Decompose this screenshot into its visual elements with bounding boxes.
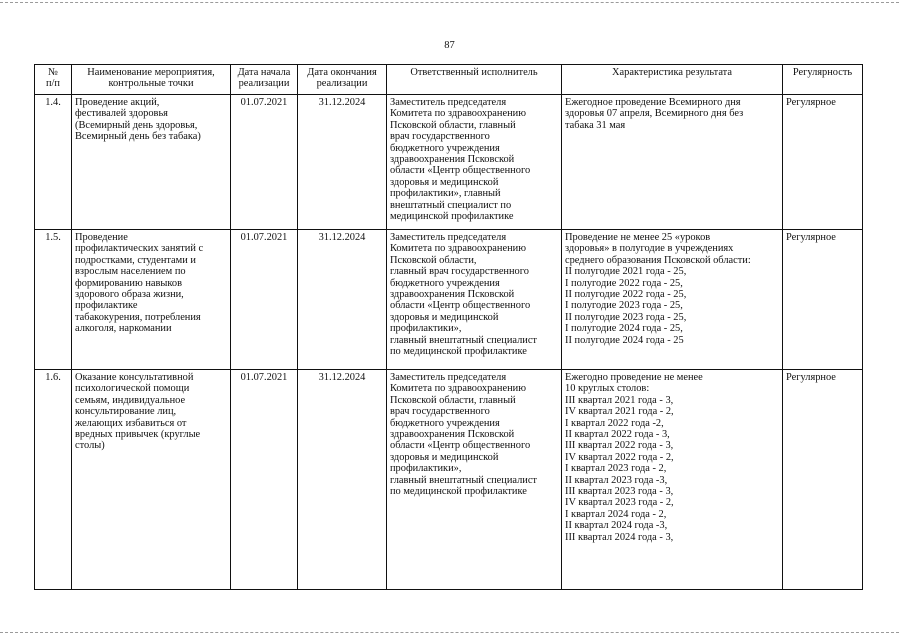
scan-bottom-edge [0,632,899,633]
result-line: I квартал 2022 года -2, [565,417,664,429]
result-line: I квартал 2023 года - 2, [565,463,667,475]
result-line: II полугодие 2021 года - 25, [565,266,687,278]
result-line: I полугодие 2022 года - 25, [565,277,683,289]
result-line: III квартал 2022 года - 3, [565,440,674,452]
header-number: № п/п [35,65,72,95]
result-line: II полугодие 2024 года - 25 [565,334,684,346]
row-executor: Заместитель председателя Комитета по здравоохранению Псковской области, главный врач государственного бюджетного учреждения здравоохранения Псковской области «Центр общественного здоровья и медицинской профилактики», главный внештатный специалист по медицинской профилактике [387,230,562,370]
table-header-row [35,65,863,95]
table-row [35,95,863,230]
result-line: среднего образования Псковской области: [565,254,751,266]
result-line: I полугодие 2023 года - 25, [565,300,683,312]
result-line: I квартал 2024 года - 2, [565,508,667,520]
result-line: IV квартал 2022 года - 2, [565,451,674,463]
result-line: II полугодие 2022 года - 25, [565,289,687,301]
result-line: здоровья 07 апреля, Всемирного дня без [565,108,744,120]
table-row [35,370,863,590]
header-result: Характеристика результата [562,65,783,95]
table-row [35,230,863,370]
row-result [562,95,783,230]
header-regularity: Регулярность [783,65,863,95]
row-activity-name: Оказание консультативной психологической помощи семьям, индивидуальное консультирование лиц, желающих избавиться от вредных привычек (круглые столы) [72,370,231,590]
result-line: 10 круглых столов: [565,383,650,395]
row-activity-name: Проведение акций, фестивалей здоровья (Всемирный день здоровья, Всемирный день без табака) [72,95,231,230]
row-activity-name: Проведение профилактических занятий с подростками, студентами и взрослым населением по формированию навыков здорового образа жизни, профилактике табакокурения, потребления алкоголя, наркомании [72,230,231,370]
header-start-date: Дата начала реализации [231,65,298,95]
result-line: III квартал 2024 года - 3, [565,531,674,543]
row-regularity: Регулярное [783,230,863,370]
result-line: II квартал 2022 года - 3, [565,429,670,441]
measures-table [34,64,863,590]
row-end-date: 31.12.2024 [298,230,387,370]
row-regularity: Регулярное [783,370,863,590]
result-line: II квартал 2023 года -3, [565,474,668,486]
header-activity-name: Наименование мероприятия, контрольные точки [72,65,231,95]
row-number: 1.5. [35,230,72,370]
row-executor: Заместитель председателя Комитета по здравоохранению Псковской области, главный врач государственного бюджетного учреждения здравоохранения Псковской области «Центр общественного здоровья и медицинской профилактики», главный внештатный специалист по медицинской профилактике [387,370,562,590]
row-end-date: 31.12.2024 [298,95,387,230]
header-end-date: Дата окончания реализации [298,65,387,95]
result-line: Проведение не менее 25 «уроков [565,232,711,243]
result-line: III квартал 2023 года - 3, [565,486,674,498]
row-start-date: 01.07.2021 [231,95,298,230]
result-line: Ежегодно проведение не менее [565,372,703,383]
result-line: табака 31 мая [565,119,626,131]
page-number: 87 [444,40,455,51]
row-result [562,230,783,370]
result-line: III квартал 2021 года - 3, [565,394,674,406]
row-start-date: 01.07.2021 [231,370,298,590]
result-line: I полугодие 2024 года - 25, [565,323,683,335]
result-line: II полугодие 2023 года - 25, [565,311,687,323]
result-line: II квартал 2024 года -3, [565,520,668,532]
result-line: Ежегодное проведение Всемирного дня [565,97,741,108]
row-regularity: Регулярное [783,95,863,230]
row-number: 1.4. [35,95,72,230]
scan-top-edge [0,2,899,3]
result-line: IV квартал 2021 года - 2, [565,406,674,418]
row-executor: Заместитель председателя Комитета по здравоохранению Псковской области, главный врач государственного бюджетного учреждения здравоохранения Псковской области «Центр общественного здоровья и медицинской профилактики», главный внештатный специалист по медицинской профилактике [387,95,562,230]
row-number: 1.6. [35,370,72,590]
row-start-date: 01.07.2021 [231,230,298,370]
row-end-date: 31.12.2024 [298,370,387,590]
header-executor: Ответственный исполнитель [387,65,562,95]
result-line: здоровья» в полугодие в учреждениях [565,243,734,255]
row-result [562,370,783,590]
result-line: IV квартал 2023 года - 2, [565,497,674,509]
